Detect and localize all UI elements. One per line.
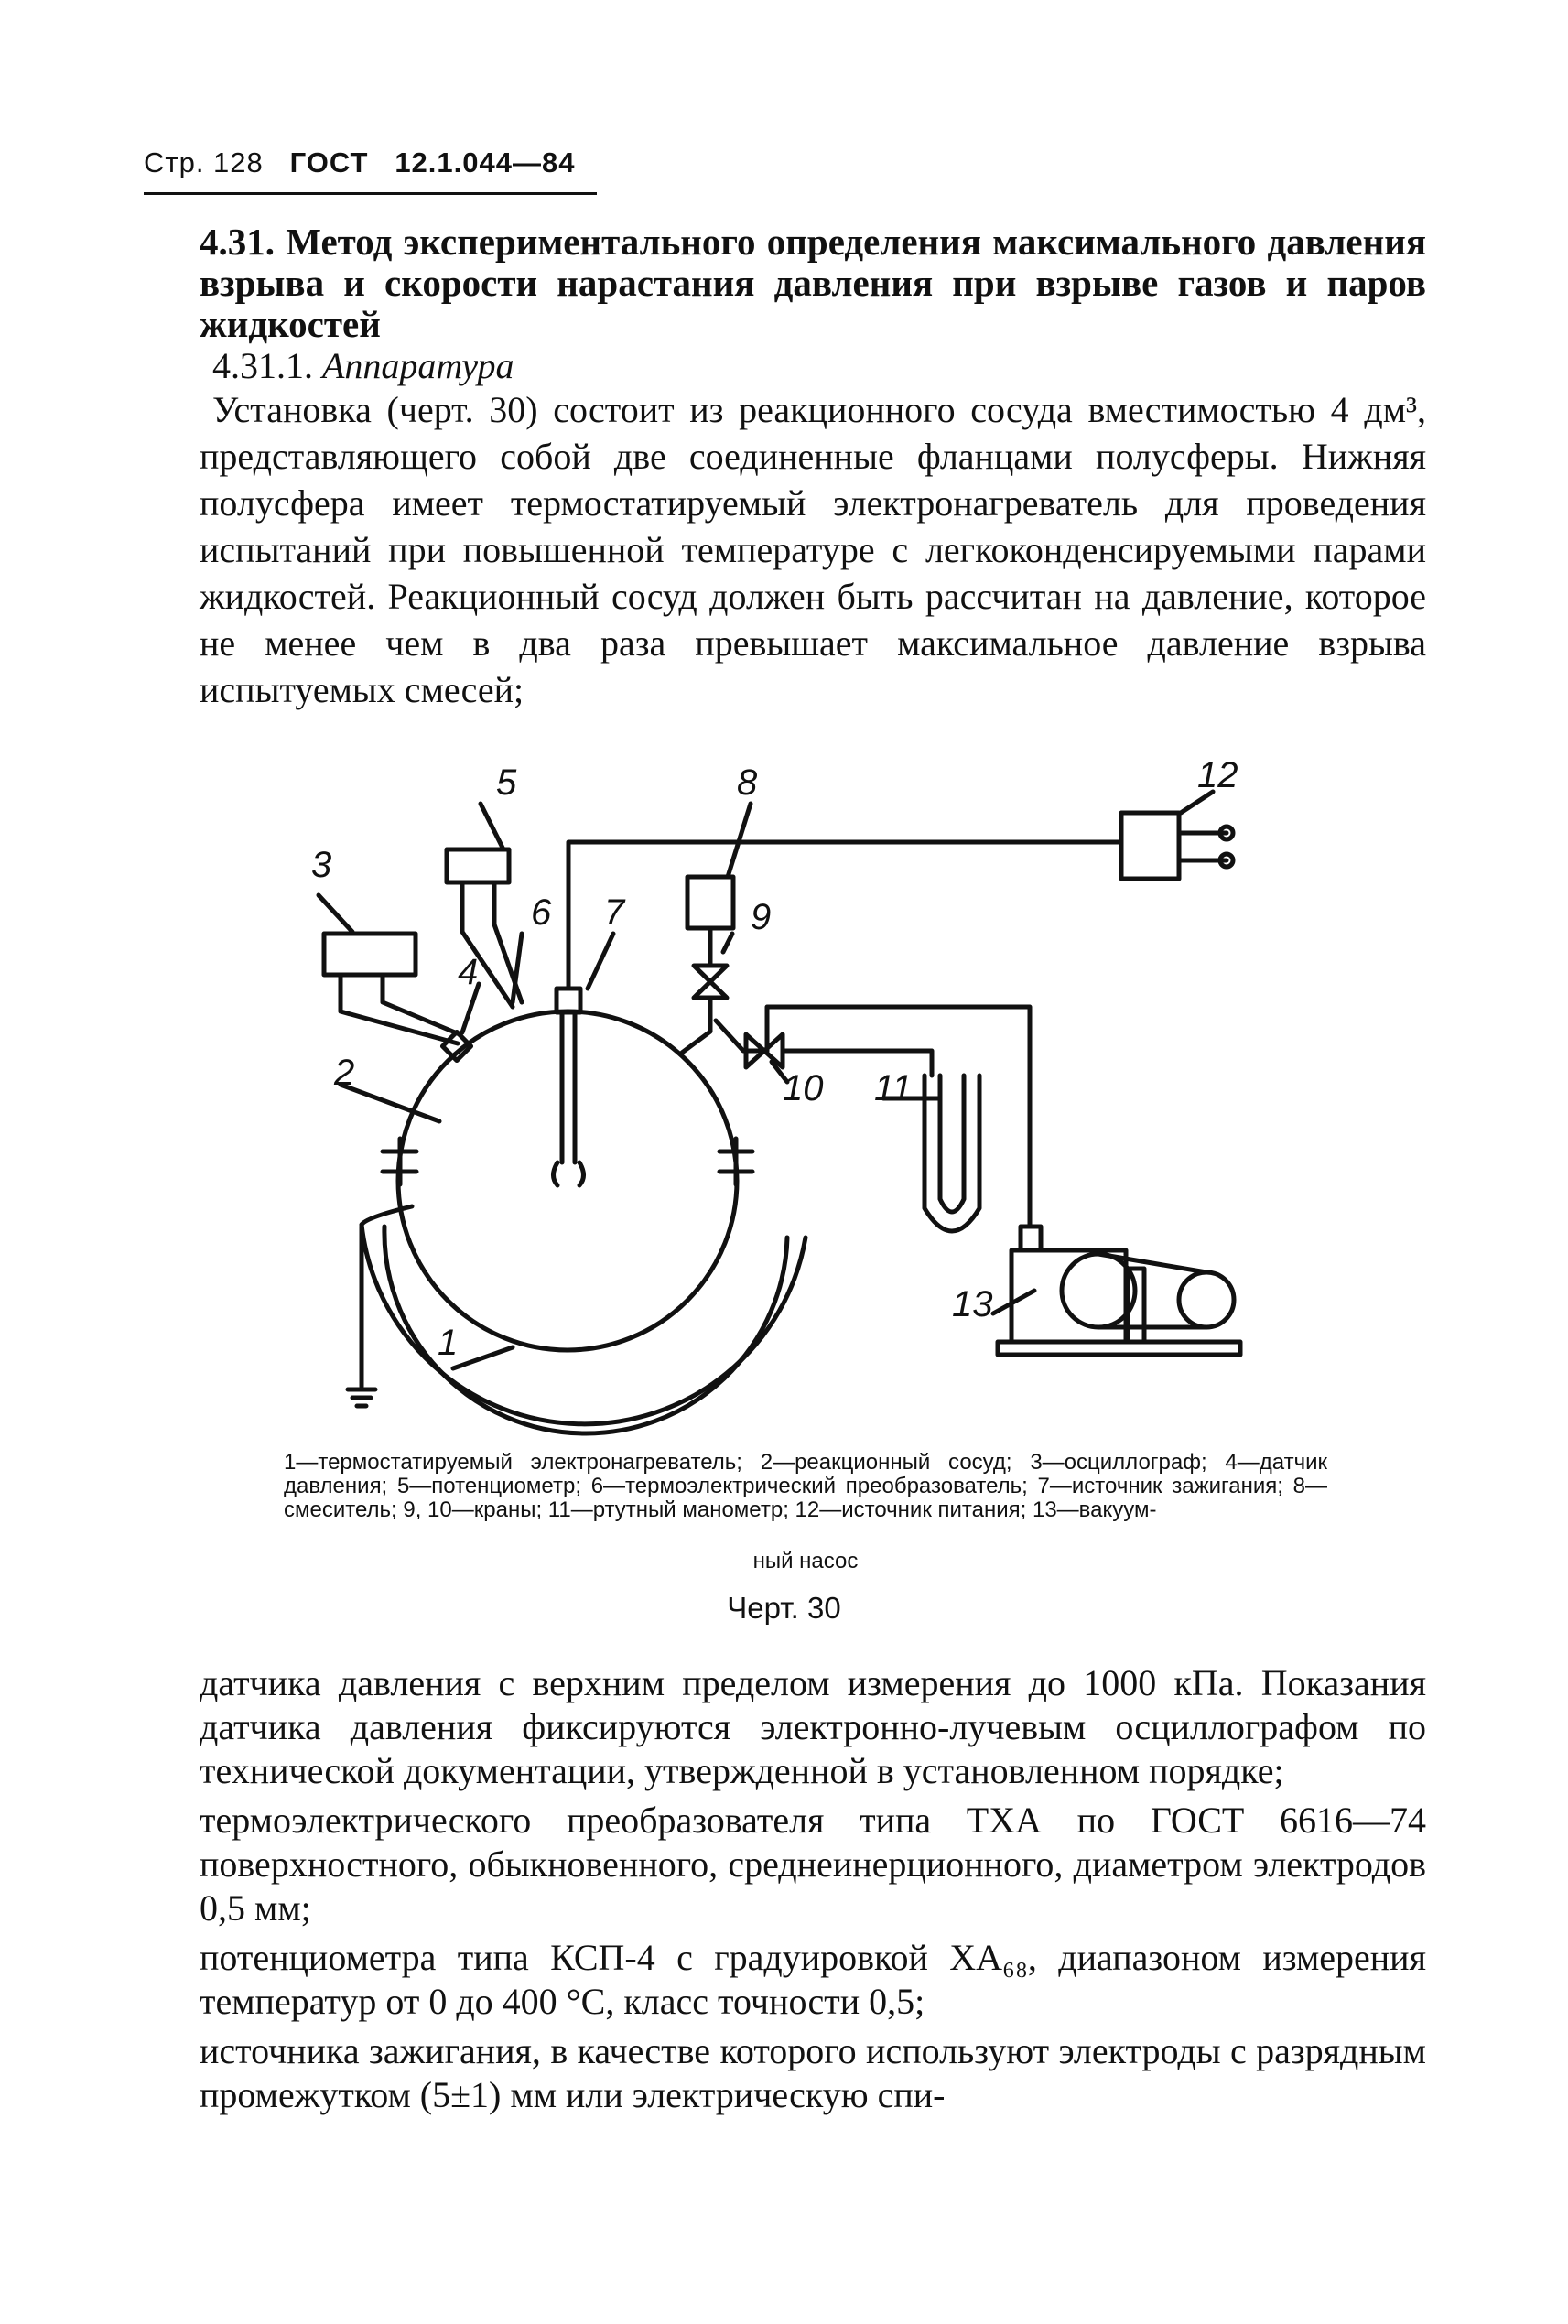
figure-caption-end: ный насос (752, 1549, 859, 1573)
doc-number: 12.1.044—84 (395, 146, 576, 178)
label-5: 5 (496, 762, 517, 803)
subsection-title: Аппаратура (322, 345, 514, 386)
valve-9 (694, 966, 727, 998)
label-8: 8 (737, 762, 758, 803)
body-paragraph: датчика давления с верхним пределом измерения до 1000 кПа. Показания датчика давления фиксируются электронно-лучевым осциллографом по технической документации, утвержденной в установленном порядке; (200, 1662, 1426, 1791)
ground-symbol (348, 1389, 375, 1406)
doc-type: ГОСТ (289, 146, 369, 178)
label-9: 9 (751, 897, 772, 937)
ignition-source (557, 989, 580, 1012)
label-3: 3 (311, 845, 332, 885)
right-flange (719, 1139, 752, 1184)
label-12: 12 (1197, 755, 1238, 795)
page-number: Стр. 128 (144, 146, 264, 178)
heater-outer (362, 1225, 806, 1424)
oscilloscope (324, 934, 416, 975)
body-paragraph: термоэлектрического преобразователя типа ТХА по ГОСТ 6616—74 поверхностного, обыкновенного, среднеинерционного, диаметром электродов 0,5 мм; (200, 1800, 1426, 1929)
label-10: 10 (783, 1068, 824, 1108)
intro-paragraph: Установка (черт. 30) состоит из реакционного сосуда вместимостью 4 дм³, представляющего собой две соединенные фланцами полусферы. Нижняя полусфера имеет термостатируемый электронагреватель для проведения испытаний при повышенной температуре с легкоконденсируемыми парами жидкостей. Реакционный сосуд должен быть рассчитан на давление, которое не менее чем в два раза превышает максимальное давление взрыва испытуемых смесей; (200, 389, 1426, 710)
label-1: 1 (438, 1323, 459, 1363)
label-4: 4 (458, 952, 479, 992)
subsection-number: 4.31.1. (212, 345, 313, 386)
mixer (687, 877, 733, 928)
figure-caption: 1—термостатируемый электронагреватель; 2—реакционный сосуд; 3—осциллограф; 4—датчик давления; 5—потенциометр; 6—термоэлектрический преобразователь; 7—источник зажигания; 8—смеситель; 9, 10—краны; 11—ртутный манометр; 12—источник питания; 13—вакуум- (284, 1450, 1327, 1522)
figure-name: Черт. 30 (727, 1591, 841, 1625)
label-13: 13 (952, 1284, 993, 1324)
left-flange (383, 1139, 416, 1184)
body-paragraph: потенциометра типа КСП-4 с градуировкой ХА₆₈, диапазоном измерения температур от 0 до 400 °С, класс точности 0,5; (200, 1937, 1426, 2022)
potentiometer (447, 849, 509, 882)
body-paragraph: источника зажигания, в качестве которого используют электроды с разрядным промежутком (5±1) мм или электрическую спи- (200, 2030, 1426, 2115)
section-title: 4.31. Метод экспериментального определения максимального давления взрыва и скорости нарастания давления при взрыве газов и паров жидкостей (200, 221, 1426, 345)
label-11: 11 (874, 1068, 913, 1108)
label-2: 2 (334, 1053, 355, 1093)
label-6: 6 (531, 892, 552, 933)
reaction-vessel (398, 1011, 737, 1350)
label-7: 7 (604, 892, 625, 933)
power-source (1121, 813, 1179, 879)
body-text (200, 1661, 1426, 2123)
